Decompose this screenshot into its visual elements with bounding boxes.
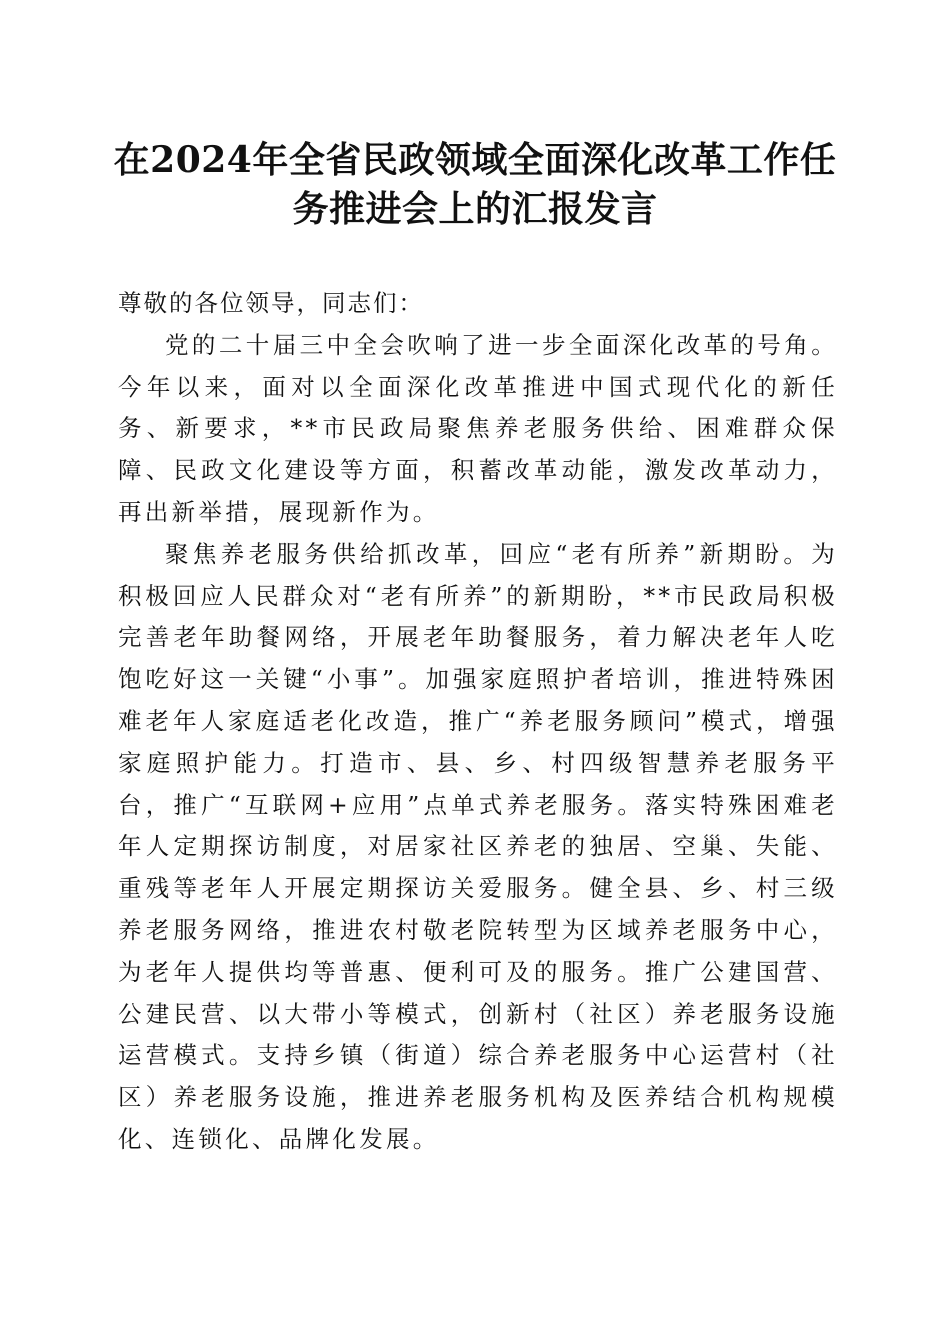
paragraph-elderly-care: 聚焦养老服务供给抓改革，回应“老有所养”新期盼。为积极回应人民群众对“老有所养”的新期盼，**市民政局积极完善老年助餐网络，开展老年助餐服务，着力解决老年人吃饱吃好这一关键“小事”。加强家庭照护者培训，推进特殊困难老年人家庭适老化改造，推广“养老服务顾问”模式，增强家庭照护能力。打造市、县、乡、村四级智慧养老服务平台，推广“互联网+应用”点单式养老服务。落实特殊困难老年人定期探访制度，对居家社区养老的独居、空巢、失能、重残等老年人开展定期探访关爱服务。健全县、乡、村三级养老服务网络，推进农村敬老院转型为区域养老服务中心，为老年人提供均等普惠、便利可及的服务。推广公建国营、公建民营、以大带小等模式，创新村（社区）养老服务设施运营模式。支持乡镇（街道）综合养老服务中心运营村（社区）养老服务设施，推进养老服务机构及医养结合机构规模化、连锁化、品牌化发展。: [118, 539, 838, 1153]
salutation: 尊敬的各位领导，同志们：: [118, 289, 424, 317]
paragraph-intro: 党的二十届三中全会吹响了进一步全面深化改革的号角。今年以来，面对以全面深化改革推进中国式现代化的新任务、新要求，**市民政局聚焦养老服务供给、困难群众保障、民政文化建设等方面，积蓄改革动能，激发改革动力，再出新举措，展现新作为。: [118, 330, 838, 526]
document-title: 在2024年全省民政领域全面深化改革工作任务推进会上的汇报发言: [113, 139, 837, 230]
document-body: [118, 283, 838, 1161]
